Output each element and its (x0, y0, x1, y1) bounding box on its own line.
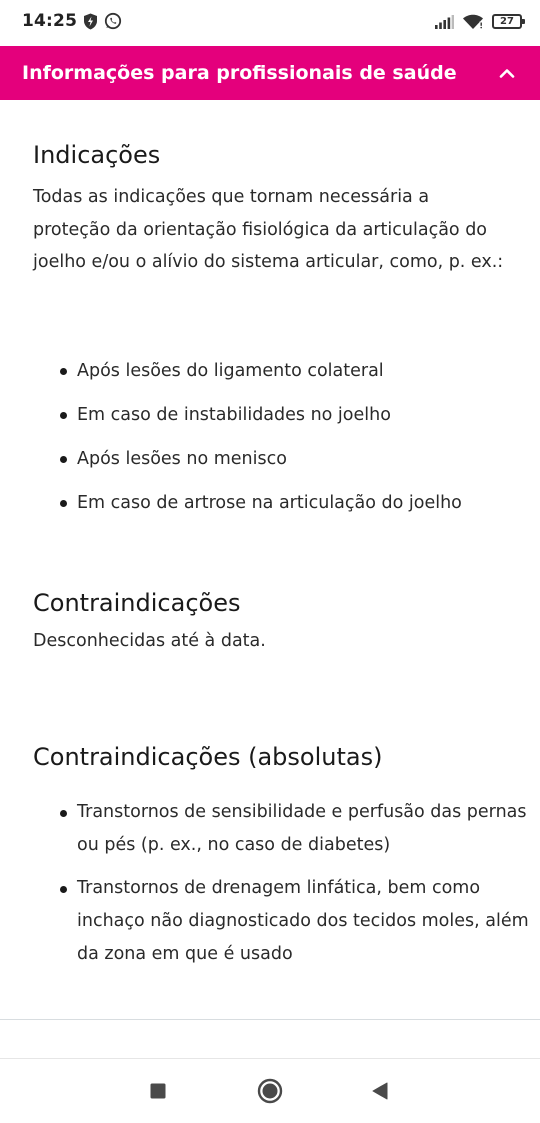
section-contraindicacoes (33, 588, 509, 658)
list-item: Transtornos de sensibilidade e perfusão das pernas ou pés (p. ex., no caso de diabetes) (77, 796, 540, 862)
heading-contraindicacoes: Contraindicações (33, 589, 241, 617)
status-bar (0, 0, 540, 46)
signal-icon (434, 14, 454, 30)
list-item: Em caso de instabilidades no joelho (77, 398, 540, 432)
heading-indicacoes: Indicações (33, 141, 161, 169)
list-item: Em caso de artrose na articulação do joelho (77, 486, 540, 520)
contraindicacoes-absolutas-list (33, 796, 540, 981)
status-time: 14:25 (22, 11, 78, 31)
status-left (22, 11, 122, 31)
section-indicacoes (33, 140, 509, 279)
recents-square-icon[interactable] (144, 1077, 172, 1105)
shield-bolt-icon (83, 13, 98, 30)
wifi-icon (462, 13, 484, 30)
section-header[interactable] (0, 46, 540, 100)
content-divider (0, 1019, 540, 1020)
list-item: Após lesões no menisco (77, 442, 540, 476)
section-header-title: Informações para profissionais de saúde (22, 62, 457, 84)
heading-contraindicacoes-absolutas: Contraindicações (absolutas) (33, 743, 383, 771)
indicacoes-list (33, 354, 540, 530)
battery-icon: 27 (492, 14, 522, 29)
section-contraindicacoes-absolutas (33, 742, 509, 773)
list-item: Transtornos de drenagem linfática, bem como inchaço não diagnosticado dos tecidos moles, além da zona em que é usado (77, 872, 540, 971)
contraindicacoes-text: Desconhecidas até à data. (33, 631, 266, 652)
status-right (434, 13, 522, 30)
indicacoes-intro: Todas as indicações que tornam necessária a proteção da orientação fisiológica da articulação do joelho e/ou o alívio do sistema articular, como, p. ex.: (33, 187, 504, 273)
chevron-up-icon[interactable] (494, 60, 520, 86)
whatsapp-icon (104, 12, 122, 30)
home-circle-icon[interactable] (256, 1077, 284, 1105)
back-triangle-icon[interactable] (366, 1077, 394, 1105)
list-item: Após lesões do ligamento colateral (77, 354, 540, 388)
navigation-bar (0, 1058, 540, 1123)
